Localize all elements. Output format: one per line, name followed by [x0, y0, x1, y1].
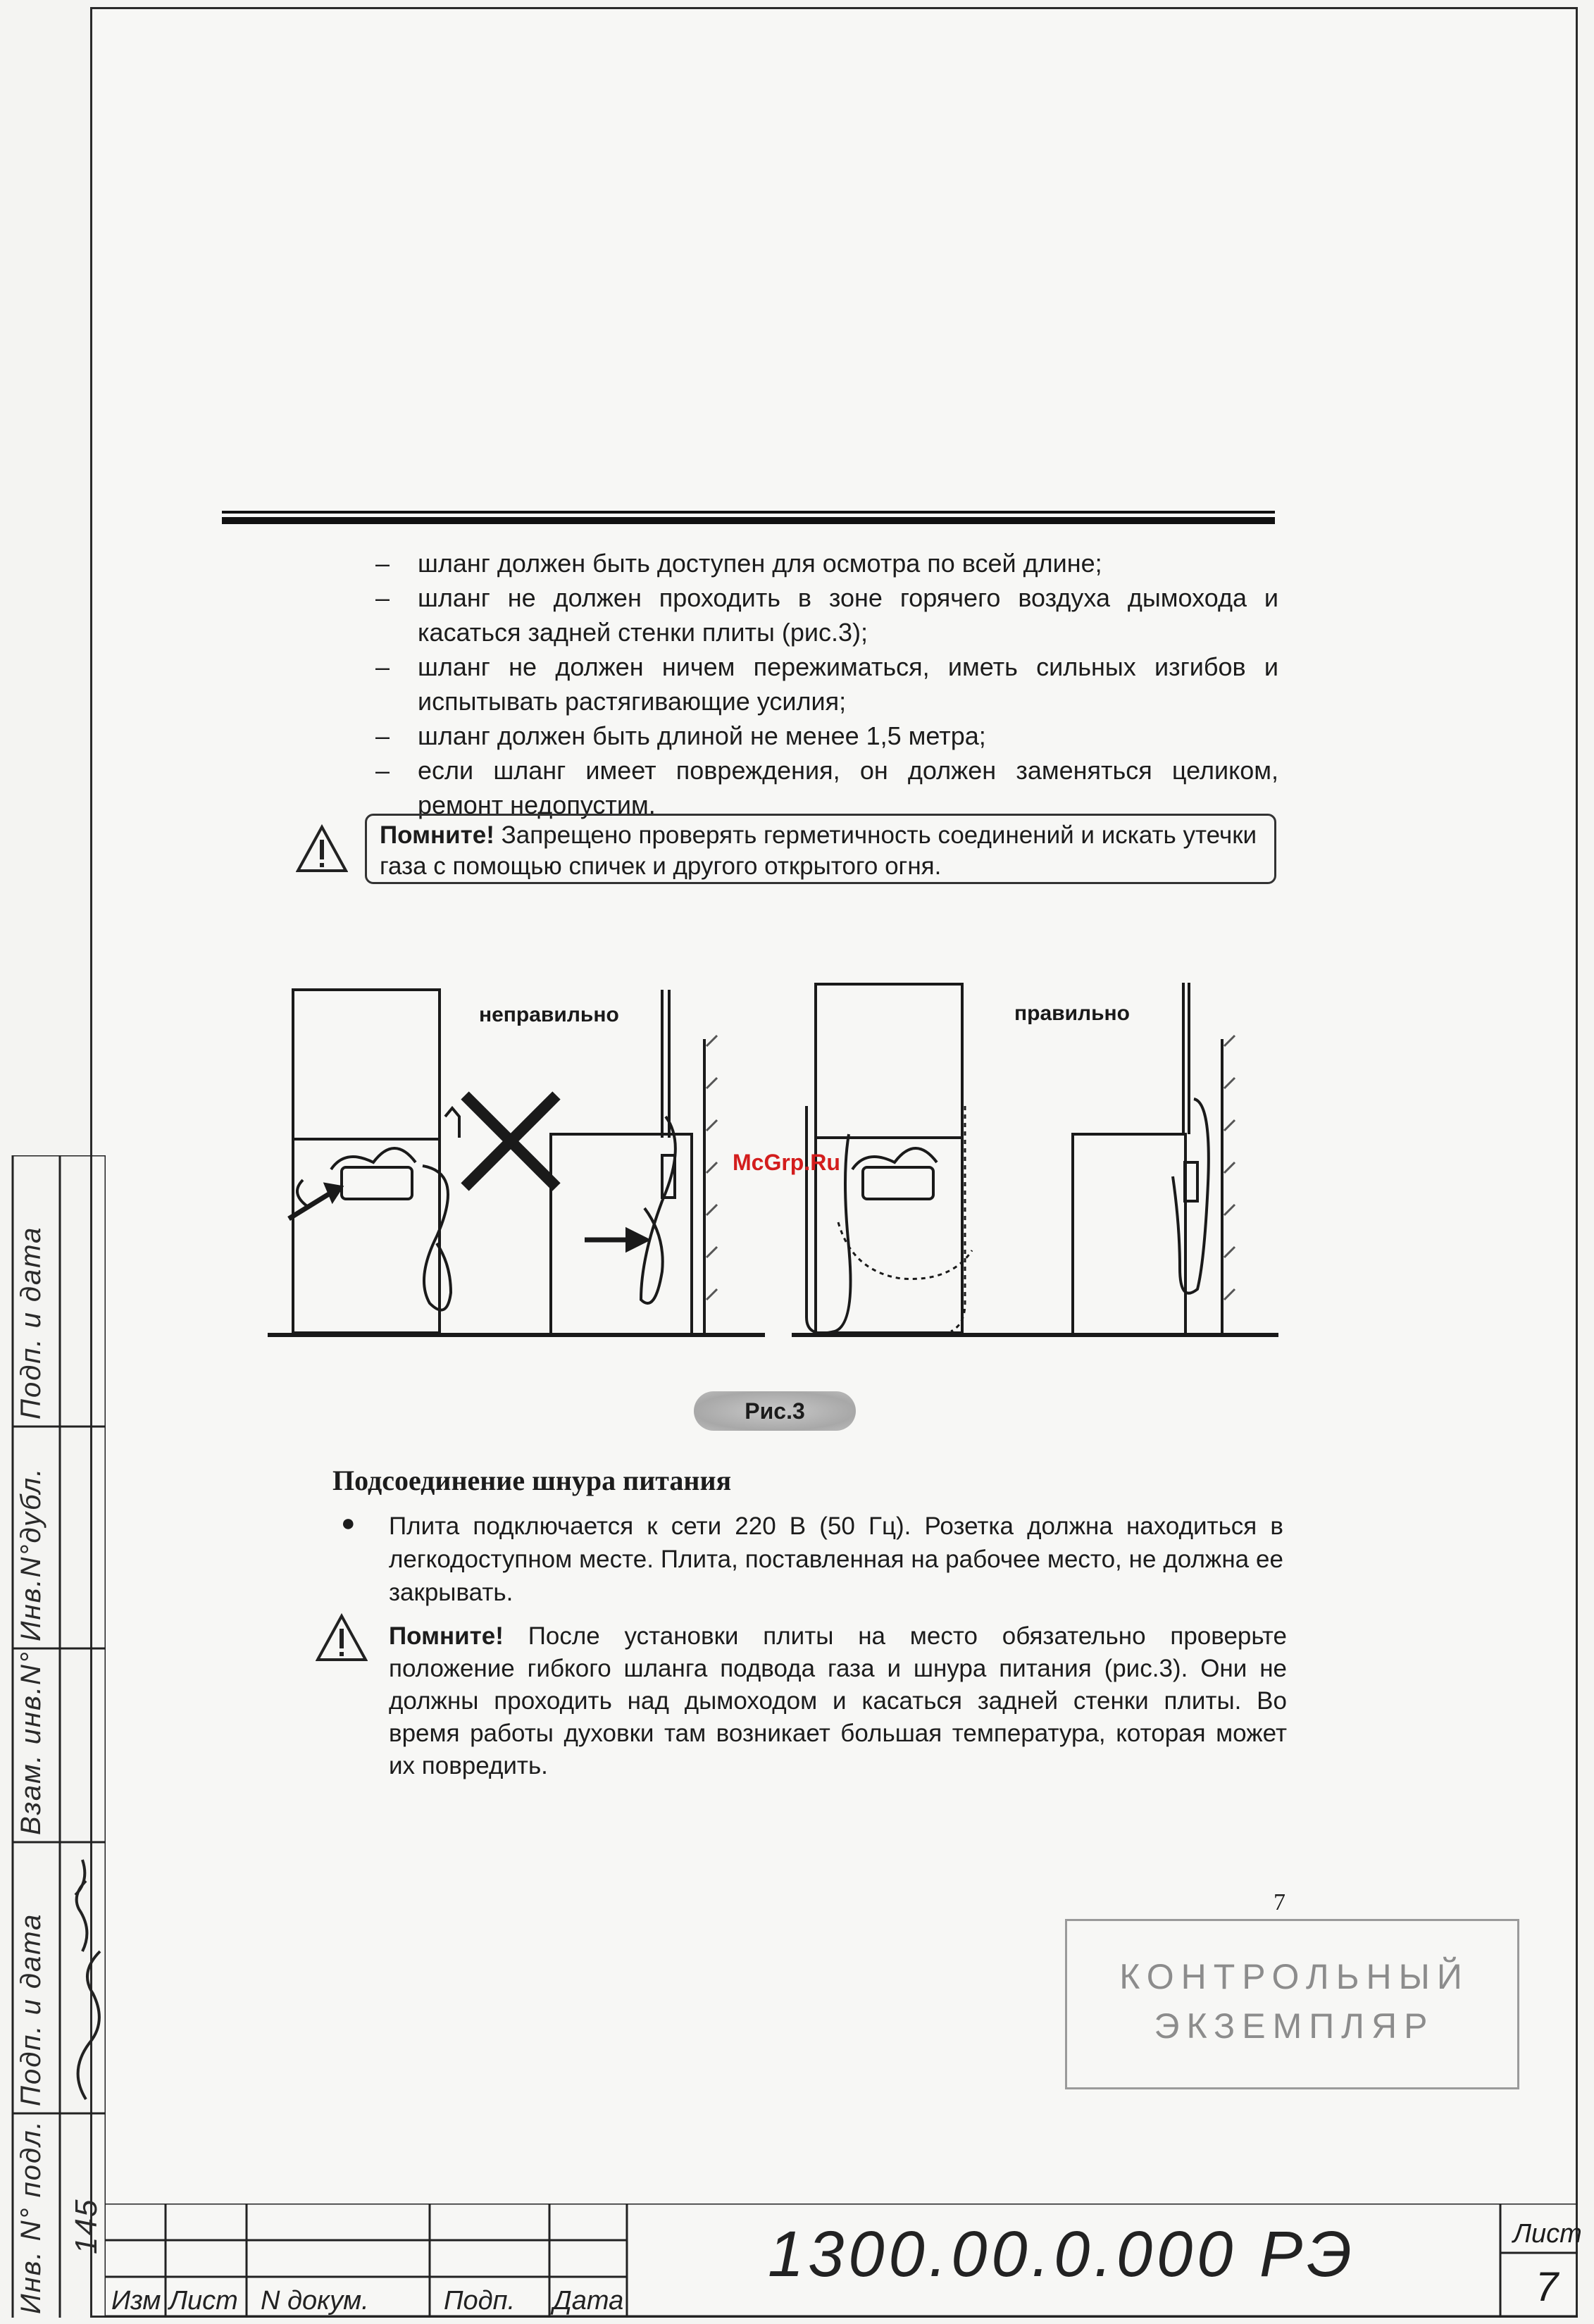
header-rule-thin [222, 511, 1275, 514]
page-number: 7 [1274, 1889, 1285, 1915]
wall-hatching-left [706, 1036, 717, 1300]
sheet-label: Лист [1513, 2219, 1582, 2249]
stamp-line-1: КОНТРОЛЬНЫЙ [1119, 1957, 1469, 1996]
stamp-line-2: ЭКЗЕМПЛЯР [1154, 2006, 1435, 2046]
title-col-ndokum: N докум. [261, 2286, 369, 2316]
handwritten-signature [65, 1853, 104, 2106]
title-col-data: Дата [553, 2286, 624, 2316]
header-rule-thick [222, 517, 1275, 524]
hose-requirements-list [370, 546, 1278, 822]
side-label-inv-podl: Инв. N° подл. [15, 2120, 46, 2314]
section-title: Подсоединение шнура питания [332, 1465, 732, 1496]
side-label-inv-dubl: Инв.N°дубл. [15, 1467, 46, 1641]
control-copy-stamp [1065, 1919, 1519, 2089]
side-label-podp-data: Подп. и дата [15, 1226, 46, 1419]
figure-caption: Рис.3 [694, 1391, 856, 1431]
note-emphasis: Помните! [389, 1622, 504, 1650]
note-text: После установки плиты на место обязательно проверьте положение гибкого шланга подвода газа и шнура питания (рис.3). Они не должны проходить над дымоходом и касаться задней стенки плиты. Во время работы духовки там возникает большая температура, которая может их повредить. [389, 1622, 1287, 1779]
handwritten-inventory-number: 145 [69, 2198, 104, 2254]
label-right: правильно [1014, 1002, 1130, 1025]
watermark-text: McGrp.Ru [733, 1150, 840, 1175]
document-code: 1300.00.0.000 РЭ [768, 2218, 1357, 2290]
title-col-podp: Подп. [444, 2286, 516, 2316]
list-item: – шланг не должен ничем пережиматься, иметь сильных изгибов и испытывать растягивающие усилия; [370, 650, 1278, 719]
wrong-installation-drawing [289, 990, 704, 1335]
title-col-list: Лист [169, 2286, 238, 2316]
sheet-number: 7 [1536, 2264, 1559, 2310]
note-emphasis: Помните! [380, 821, 494, 849]
title-col-izm: Изм [111, 2286, 161, 2316]
side-label-podp-data: Подп. и дата [15, 1913, 46, 2106]
bullet-dot: ● [341, 1510, 356, 1536]
side-strip-labels [7, 1155, 106, 2318]
side-label-vzam-inv: Взам. инв.N° [15, 1651, 46, 1835]
correct-installation-drawing [807, 983, 1222, 1335]
list-item: – если шланг имеет повреждения, он должен заменяться целиком, ремонт недопустим. [370, 753, 1278, 822]
warning-icon [316, 1613, 368, 1663]
label-wrong: неправильно [479, 1003, 619, 1026]
list-item: – шланг должен быть доступен для осмотра по всей длине; [370, 546, 1278, 580]
warning-note-matches [365, 814, 1276, 884]
wall-hatching-right [1224, 1036, 1235, 1300]
list-item: – шланг не должен проходить в зоне горячего воздуха дымохода и касаться задней стенки плиты (рис.3); [370, 580, 1278, 650]
note-text: Запрещено проверять герметичность соединений и искать утечки газа с помощью спичек и другого открытого огня. [380, 821, 1257, 880]
warning-icon [296, 824, 348, 874]
warning-note-placement [389, 1620, 1287, 1782]
power-cord-paragraph: Плита подключается к сети 220 В (50 Гц). Розетка должна находиться в легкодоступном месте. Плита, поставленная на рабочее место, не должна ее закрывать. [389, 1512, 1283, 1606]
list-item: – шланг должен быть длиной не менее 1,5 метра; [370, 719, 1278, 753]
